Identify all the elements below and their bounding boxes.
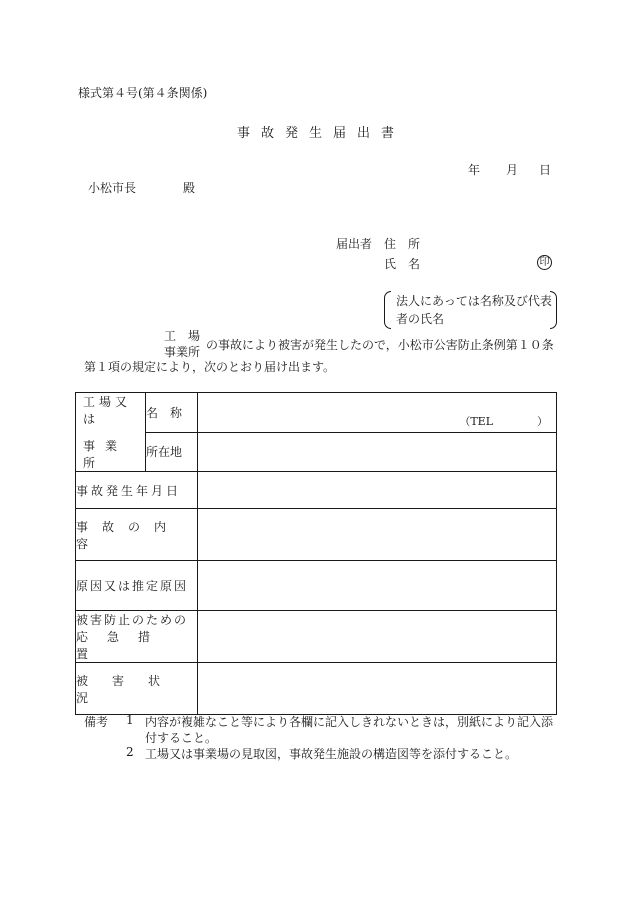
location-label-cell: 所在地: [146, 432, 198, 472]
cause-label: 原因又は推定原因: [76, 561, 198, 611]
location-row: [76, 432, 557, 472]
body-text-line1: の事故により被害が発生したので，小松市公害防止条例第１０条: [206, 338, 554, 352]
factory-option: 工 場: [164, 329, 201, 343]
form-number: 様式第４号(第４条関係): [78, 86, 208, 100]
facility-name-field[interactable]: [198, 393, 557, 433]
date-month-label: 月: [506, 163, 519, 177]
report-form-table: [75, 392, 557, 715]
note1-number: 1: [126, 713, 134, 727]
body-text-line2: 第１項の規定により，次のとおり届け出ます。: [84, 360, 336, 374]
facility-name-row: [76, 393, 557, 433]
accident-content-row: [76, 509, 557, 561]
address-label: 住 所: [384, 237, 421, 251]
applicant-label: 届出者: [336, 237, 373, 251]
accident-content-label: 事故の内容: [76, 509, 198, 561]
facility-label-line2: 事業所: [83, 439, 128, 470]
note2-number: 2: [126, 745, 134, 759]
accident-date-field[interactable]: [198, 472, 557, 509]
emergency-measures-row: [76, 611, 557, 663]
facility-label-cell: [76, 393, 146, 472]
accident-date-label: 事故発生年月日: [76, 472, 198, 509]
measures-label-line1: 被害防止のための: [76, 613, 189, 627]
damage-row: [76, 663, 557, 715]
accident-content-field[interactable]: [198, 509, 557, 561]
tel-label: （TEL ）: [459, 414, 548, 428]
emergency-measures-field[interactable]: [198, 611, 557, 663]
note1-line1: 内容が複雑なこと等により各欄に記入しきれないときは，別紙により記入添: [145, 715, 554, 729]
name-label: 氏 名: [384, 257, 421, 271]
business-site-option: 事業所: [164, 345, 201, 359]
addressee: 小松市長: [88, 181, 137, 195]
corporate-note-line2: 者の氏名: [396, 312, 445, 326]
left-bracket: [384, 291, 391, 329]
measures-label-line2: 応急措置: [76, 630, 170, 661]
honorific: 殿: [183, 181, 196, 195]
facility-label-line1: 工場又は: [83, 395, 132, 426]
emergency-measures-label-cell: [76, 611, 198, 663]
damage-label: 被害状況: [76, 663, 198, 715]
note2-text: 工場又は事業場の見取図，事故発生施設の構造図等を添付すること。: [145, 747, 518, 761]
cause-field[interactable]: [198, 561, 557, 611]
cause-row: [76, 561, 557, 611]
document-title: 事故発生届出書: [237, 126, 406, 141]
seal-mark: 印: [537, 255, 552, 270]
right-bracket: [550, 291, 557, 329]
date-year-label: 年: [468, 163, 481, 177]
accident-date-row: [76, 472, 557, 509]
location-field[interactable]: [198, 432, 557, 472]
date-day-label: 日: [539, 163, 552, 177]
damage-field[interactable]: [198, 663, 557, 715]
notes-label: 備考: [84, 715, 109, 729]
corporate-note-line1: 法人にあっては名称及び代表: [396, 294, 552, 308]
note1-line2: 付すること。: [145, 731, 218, 745]
name-label-cell: 名 称: [146, 393, 198, 433]
